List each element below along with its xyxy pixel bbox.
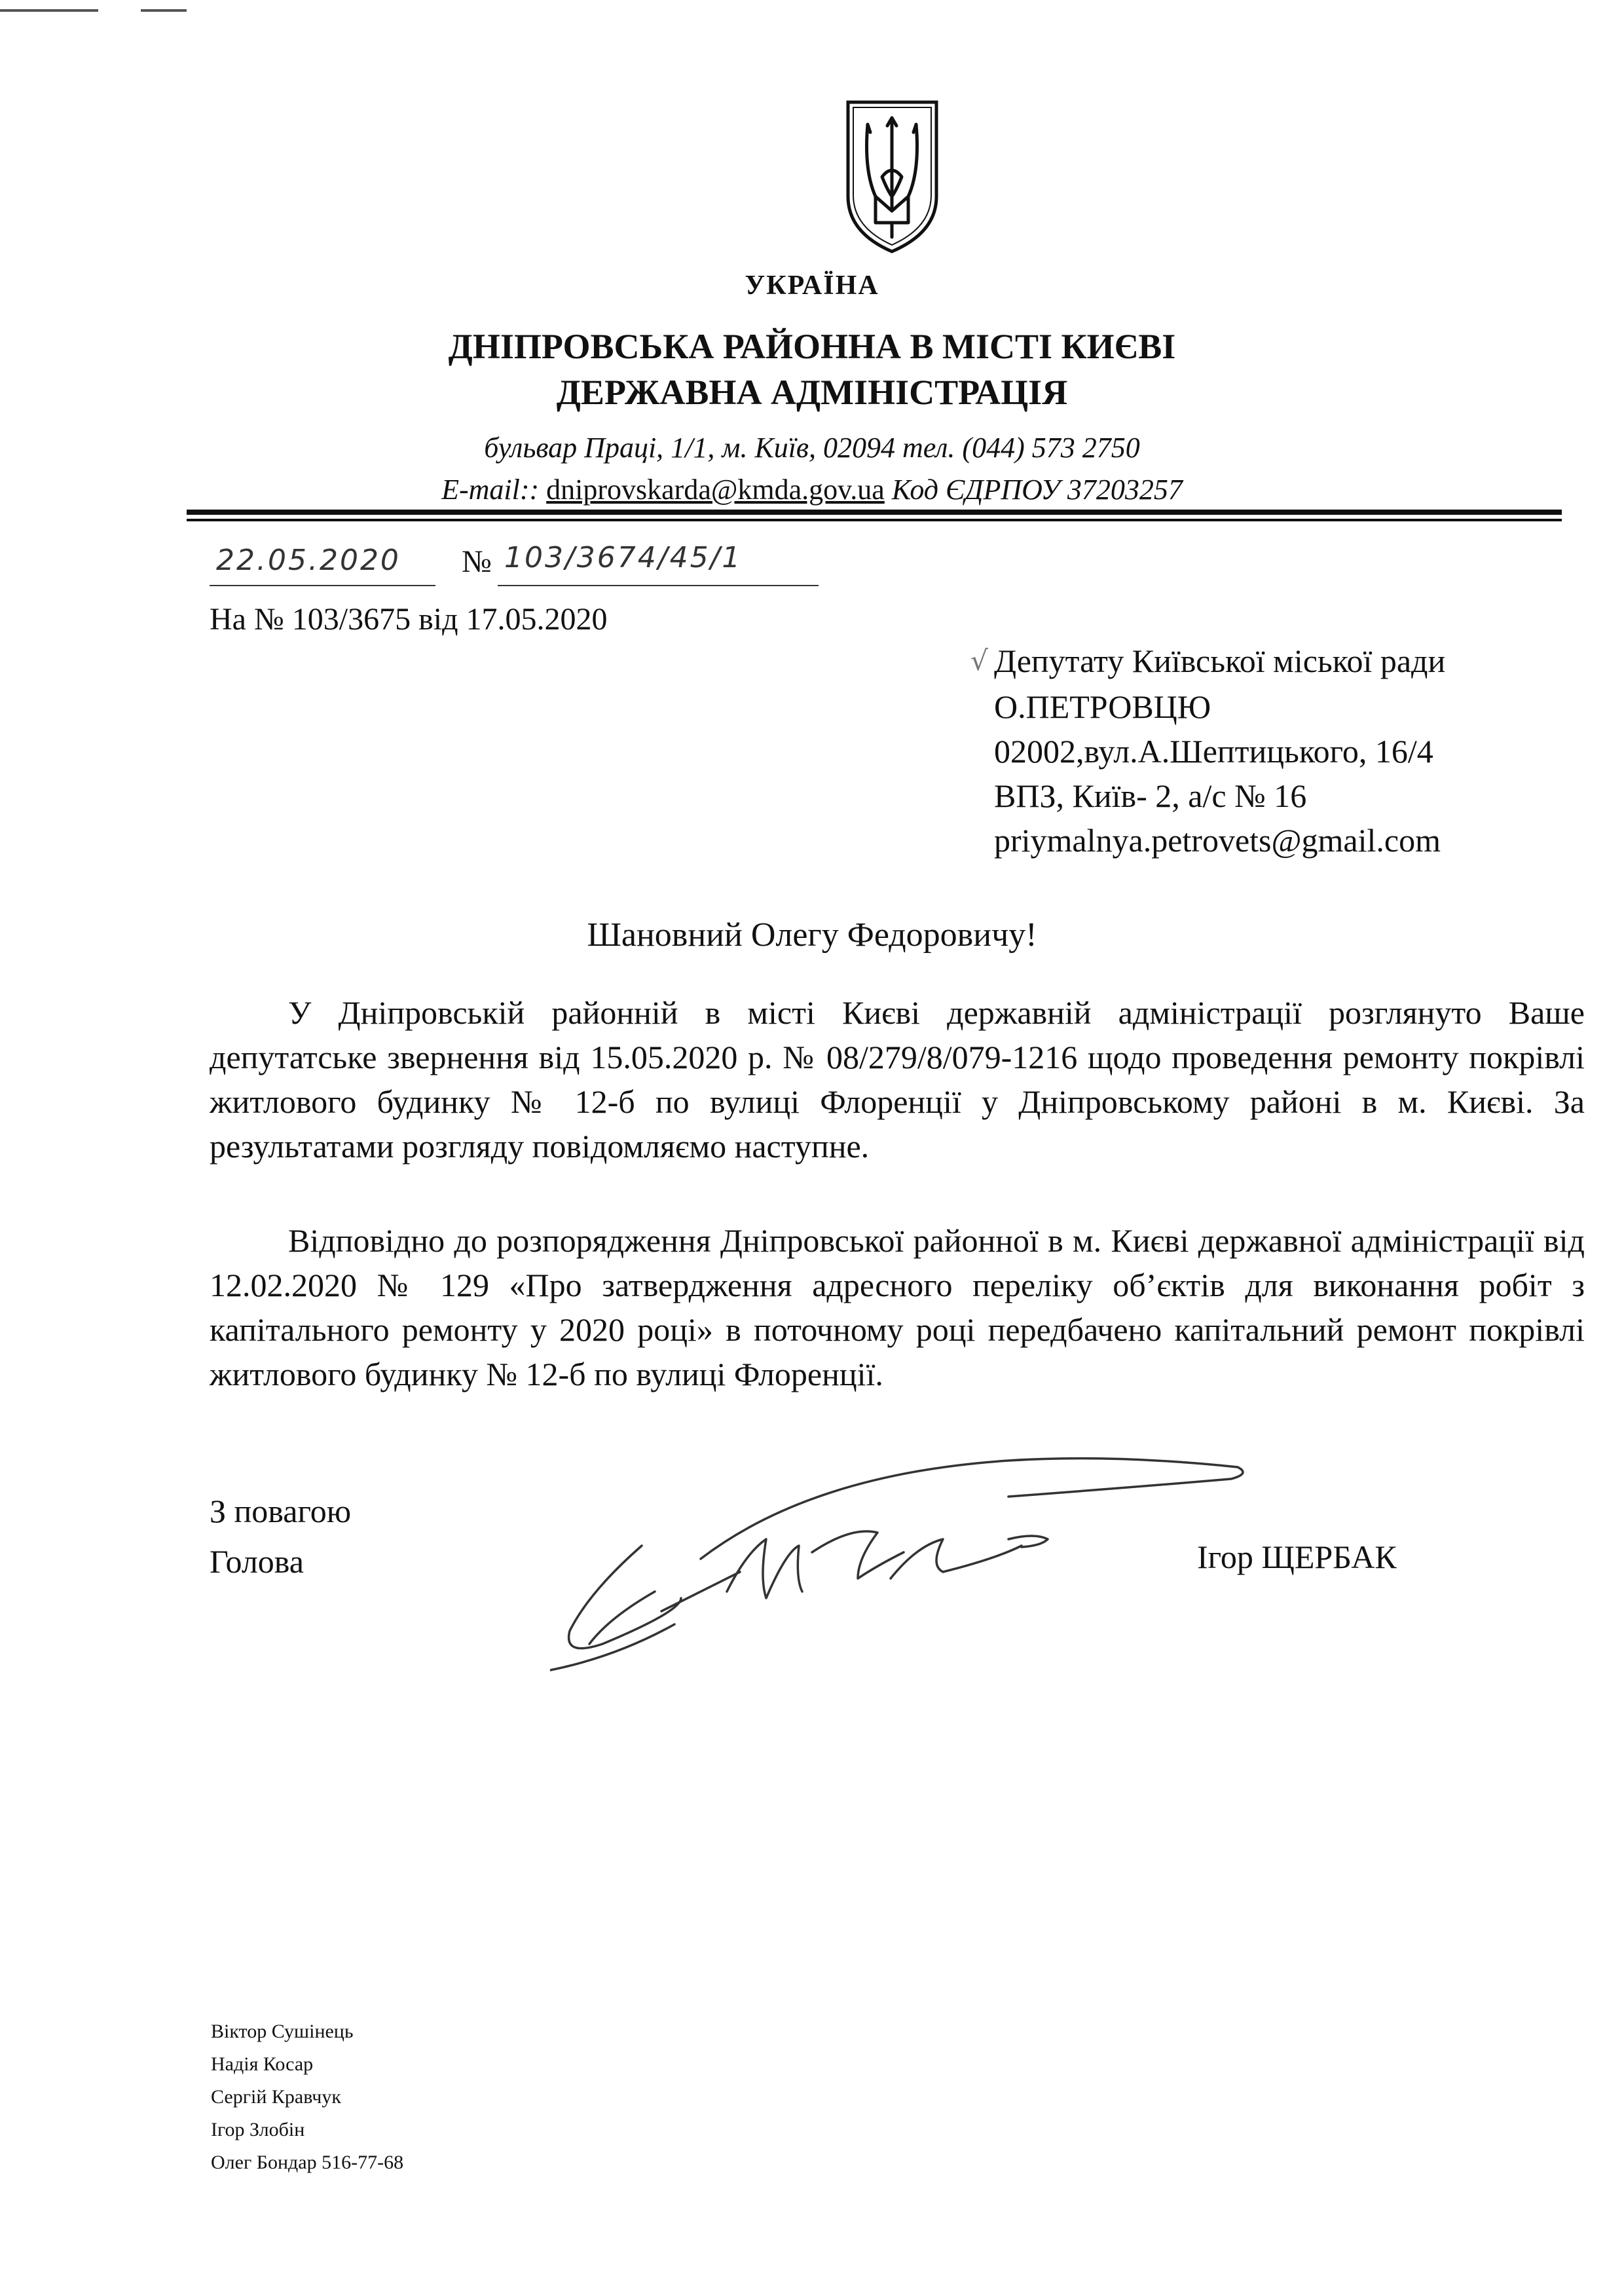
edrpou-code: Код ЄДРПОУ 37203257 [891, 474, 1183, 506]
body-paragraph-2 [210, 1218, 1585, 1396]
organization-name-line1: ДНІПРОВСЬКА РАЙОННА В МІСТІ КИЄВІ [448, 327, 1176, 366]
scan-artifact-mark [141, 9, 187, 12]
addressee-email: priymalnya.petrovets@gmail.com [994, 822, 1441, 859]
number-underline [498, 585, 819, 586]
organization-email-link[interactable]: dniprovskarda@kmda.gov.ua [546, 474, 885, 506]
salutation: Шановний Олегу Федоровичу! [587, 916, 1037, 954]
number-sign: № [462, 544, 492, 579]
signer-name: Ігор ЩЕРБАК [1197, 1539, 1397, 1575]
addressee-po-box: ВПЗ, Київ- 2, а/с № 16 [994, 777, 1307, 814]
paragraph-text: Відповідно до розпорядження Дніпровської районної в м. Києві державної адміністрації від 12.02.2020 № 129 «Про затвердження адресного переліку об’єктів для виконання робіт з капітального ремонту у 2020 році» в поточному році передбачено капітальний ремонт покрівлі житлового будинку № 12-б по вулиці Флоренції. [210, 1222, 1585, 1392]
executor-name: Сергій Кравчук [211, 2086, 341, 2108]
addressee-position: Депутату Київської міської ради [994, 643, 1446, 679]
organization-contacts [0, 473, 1624, 506]
body-paragraph-1 [210, 990, 1585, 1168]
organization-address: бульвар Праці, 1/1, м. Київ, 02094 тел. (044) 573 2750 [484, 432, 1140, 464]
registration-date-handwritten: 22.05.2020 [216, 544, 401, 577]
executor-name: Віктор Сушінець [211, 2021, 354, 2042]
signer-position: Голова [210, 1543, 304, 1580]
date-underline [210, 585, 435, 586]
scan-artifact-mark [0, 9, 98, 12]
handwritten-signature [550, 1447, 1257, 1683]
check-mark: √ [970, 644, 988, 677]
country-name: УКРАЇНА [745, 271, 879, 301]
addressee-name: О.ПЕТРОВЦЮ [994, 688, 1211, 725]
paragraph-text: У Дніпровській районній в місті Києві державній адміністрації розглянуто Ваше депутатське звернення від 15.05.2020 р. № 08/279/8/079-1216 щодо проведення ремонту покрівлі житлового будинку № 12-б по вулиці Флоренції у Дніпровському районі в м. Києві. За результатами розгляду повідомляємо наступне. [210, 994, 1585, 1165]
closing-regards: З повагою [210, 1493, 352, 1529]
executor-contact: Олег Бондар 516-77-68 [211, 2152, 404, 2173]
executor-name: Ігор Злобін [211, 2119, 305, 2140]
executor-name: Надія Косар [211, 2053, 314, 2075]
organization-name-line2: ДЕРЖАВНА АДМІНІСТРАЦІЯ [556, 373, 1068, 412]
header-divider-thick [187, 510, 1562, 515]
addressee-street: 02002,вул.А.Шептицького, 16/4 [994, 733, 1433, 770]
header-divider-thin [187, 519, 1562, 521]
email-label: E-mail:: [441, 474, 540, 506]
reference-number: На № 103/3675 від 17.05.2020 [210, 602, 608, 637]
registration-number-handwritten: 103/3674/45/1 [504, 541, 743, 574]
trident-coat-of-arms-icon [841, 98, 943, 255]
